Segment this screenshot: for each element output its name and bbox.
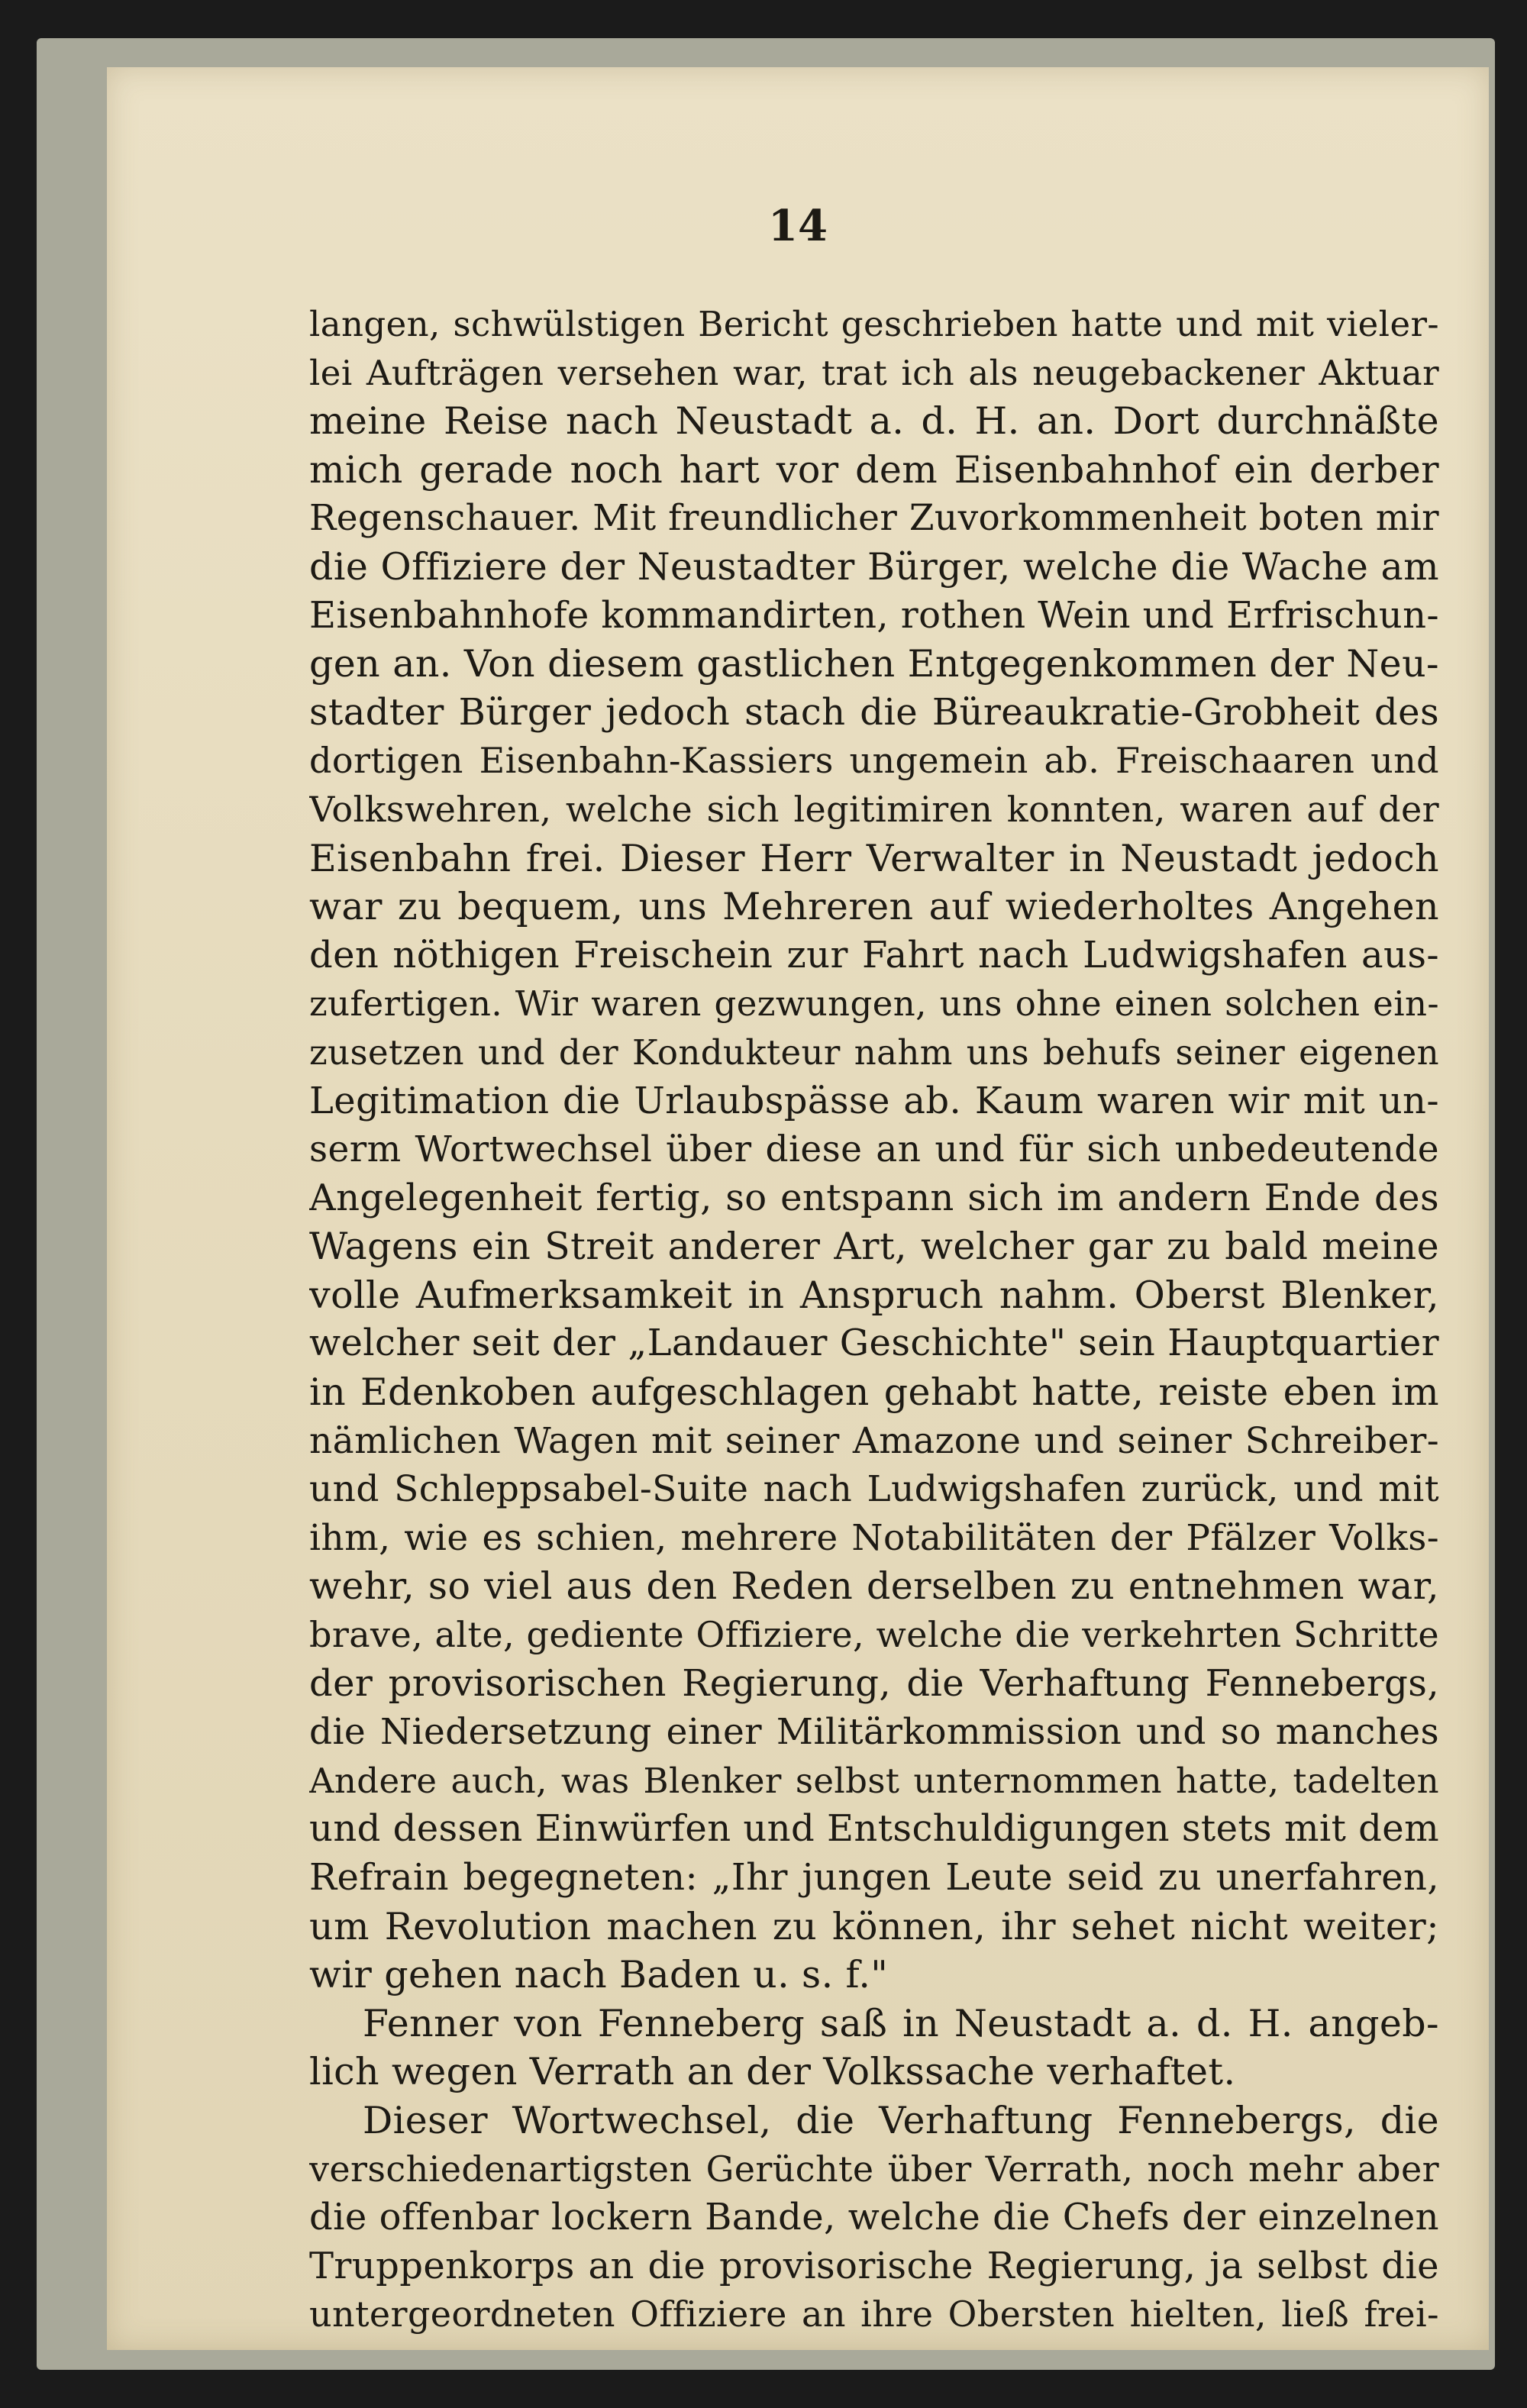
text-line: meine Reise nach Neustadt a. d. H. an. Dort durchnäßte xyxy=(309,399,1439,444)
text-line: war zu bequem, uns Mehreren auf wiederholtes Angehen xyxy=(309,885,1439,929)
text-line: lei Aufträgen versehen war, trat ich als neugebackener Aktuar xyxy=(309,352,1439,393)
text-line: wehr, so viel aus den Reden derselben zu entnehmen war, xyxy=(309,1564,1439,1609)
text-line: Volkswehren, welche sich legitimiren konnten, waren auf der xyxy=(309,788,1439,830)
text-line: wir gehen nach Baden u. s. f." xyxy=(309,1953,889,1997)
text-line: ihm, wie es schien, mehrere Notabilitäten der Pfälzer Volks- xyxy=(309,1516,1439,1559)
text-line: brave, alte, gediente Offiziere, welche die verkehrten Schritte xyxy=(309,1614,1439,1656)
text-line: volle Aufmerksamkeit in Anspruch nahm. Oberst Blenker, xyxy=(309,1273,1439,1317)
text-line: in Edenkoben aufgeschlagen gehabt hatte, reiste eben im xyxy=(309,1370,1439,1415)
text-line: die Offiziere der Neustadter Bürger, welche die Wache am xyxy=(309,544,1439,589)
text-line: langen, schwülstigen Bericht geschrieben hatte und mit vieler- xyxy=(309,304,1439,344)
text-line: serm Wortwechsel über diese an und für sich unbedeutende xyxy=(309,1128,1439,1171)
body-text xyxy=(309,300,1439,2339)
text-line: der provisorischen Regierung, die Verhaftung Fennebergs, xyxy=(309,1661,1439,1705)
text-line: untergeordneten Offiziere an ihre Obersten hielten, ließ frei- xyxy=(309,2293,1439,2335)
text-line: Andere auch, was Blenker selbst unternommen hatte, tadelten xyxy=(309,1760,1439,1801)
text-line: stadter Bürger jedoch stach die Büreaukratie-Grobheit des xyxy=(309,690,1439,734)
book-page xyxy=(107,67,1489,2350)
text-line: Wagens ein Streit anderer Art, welcher gar zu bald meine xyxy=(309,1225,1439,1269)
page-number: 14 xyxy=(768,201,828,251)
text-line: und Schleppsabel-Suite nach Ludwigshafen zurück, und mit xyxy=(309,1468,1439,1511)
text-line: dortigen Eisenbahn-Kassiers ungemein ab. Freischaaren und xyxy=(309,740,1439,782)
text-line: welcher seit der „Landauer Geschichte" sein Hauptquartier xyxy=(309,1322,1439,1365)
text-line: zufertigen. Wir waren gezwungen, uns ohne einen solchen ein- xyxy=(309,983,1439,1025)
text-line: Fenner von Fenneberg saß in Neustadt a. d. H. angeb- xyxy=(363,2001,1439,2045)
text-line: die Niedersetzung einer Militärkommission und so manches xyxy=(309,1711,1439,1754)
text-line: Eisenbahn frei. Dieser Herr Verwalter in Neustadt jedoch xyxy=(309,836,1439,880)
text-line: zusetzen und der Kondukteur nahm uns behufs seiner eigenen xyxy=(309,1031,1439,1073)
text-line: Legitimation die Urlaubspässe ab. Kaum waren wir mit un- xyxy=(309,1079,1439,1122)
text-line: den nöthigen Freischein zur Fahrt nach Ludwigshafen aus- xyxy=(309,933,1439,976)
text-line: Refrain begegneten: „Ihr jungen Leute seid zu unerfahren, xyxy=(309,1856,1439,1899)
text-line: Eisenbahnhofe kommandirten, rothen Wein und Erfrischun- xyxy=(309,593,1439,637)
text-line: Dieser Wortwechsel, die Verhaftung Fennebergs, die xyxy=(363,2098,1439,2142)
text-line: die offenbar lockern Bande, welche die Chefs der einzelnen xyxy=(309,2196,1439,2239)
text-line: verschiedenartigsten Gerüchte über Verrath, noch mehr aber xyxy=(309,2148,1439,2190)
text-line: Regenschauer. Mit freundlicher Zuvorkommenheit boten mir xyxy=(309,497,1439,540)
text-line: um Revolution machen zu können, ihr sehet nicht weiter; xyxy=(309,1904,1439,1948)
text-line: Angelegenheit fertig, so entspann sich im andern Ende des xyxy=(309,1176,1439,1219)
text-line: und dessen Einwürfen und Entschuldigungen stets mit dem xyxy=(309,1807,1439,1851)
text-line: nämlichen Wagen mit seiner Amazone und seiner Schreiber- xyxy=(309,1419,1439,1462)
text-line: lich wegen Verrath an der Volkssache verhaftet. xyxy=(309,2050,1236,2094)
text-line: mich gerade noch hart vor dem Eisenbahnhof ein derber xyxy=(309,447,1439,492)
text-line: Truppenkorps an die provisorische Regierung, ja selbst die xyxy=(309,2244,1439,2287)
text-line: gen an. Von diesem gastlichen Entgegenkommen der Neu- xyxy=(309,642,1439,686)
